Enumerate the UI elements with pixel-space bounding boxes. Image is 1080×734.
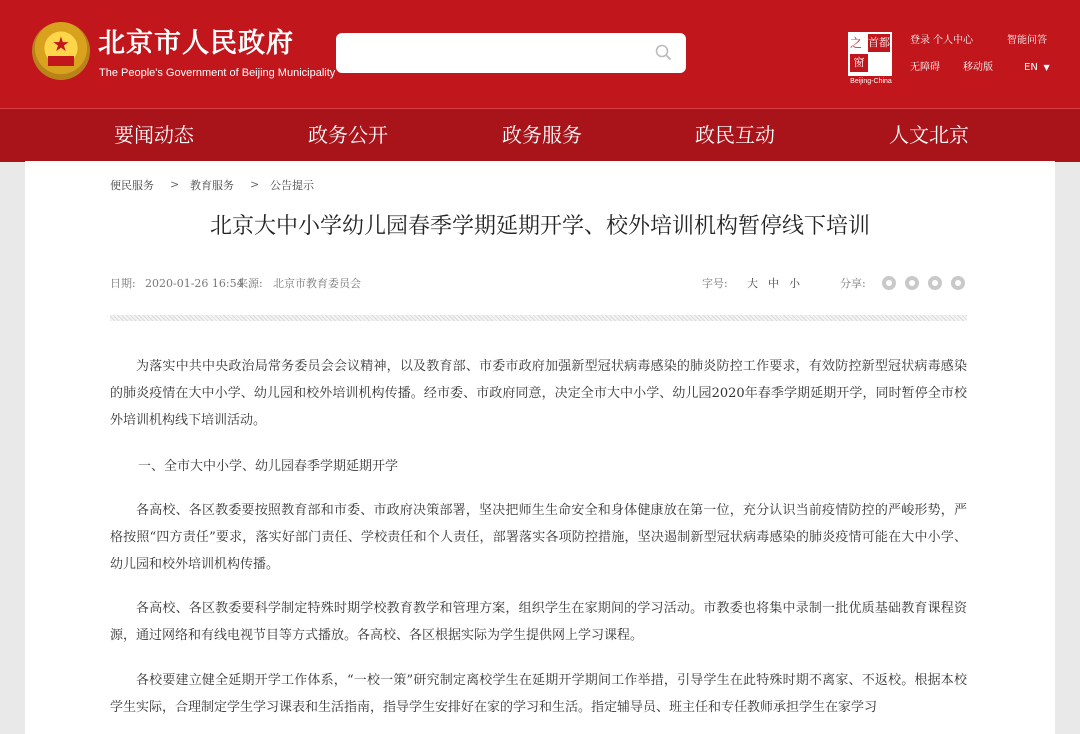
language-label: EN — [1024, 62, 1038, 73]
article-title: 北京大中小学幼儿园春季学期延期开学、校外培训机构暂停线下培训 — [209, 214, 870, 239]
date-label: 日期: — [110, 277, 136, 290]
nav-item-interaction[interactable]: 政民互动 — [695, 123, 775, 147]
wechat-icon[interactable] — [882, 276, 896, 290]
source-value: 北京市教育委员会 — [273, 277, 361, 290]
nav-item-news[interactable]: 要闻动态 — [114, 123, 194, 147]
font-size-large-button[interactable]: 大 — [747, 277, 758, 290]
nav-item-government-affairs[interactable]: 政务公开 — [308, 123, 388, 147]
weibo-icon[interactable] — [905, 276, 919, 290]
qq-icon[interactable] — [928, 276, 942, 290]
site-title[interactable]: 北京市人民政府 — [98, 28, 294, 59]
article-paragraph: 各校要建立健全延期开学工作体系，“一校一策”研究制定离校学生在延期开学期间工作举措，引导学生在此特殊时期不离家、不返校。根据本校学生实际，合理制定学生学习课表和生活指南，指导学生安排好在家的学习和生活。指定辅导员、班主任和专任教师承担学生在家学习 — [110, 673, 967, 715]
site-subtitle: The People's Government of Beijing Municipality — [99, 67, 336, 79]
personal-center-link[interactable]: 个人中心 — [933, 35, 973, 46]
language-select[interactable] — [1024, 62, 1050, 74]
search-icon[interactable] — [654, 43, 674, 63]
source-label: 来源: — [237, 277, 263, 290]
breadcrumb-item-notices[interactable]: 公告提示 — [270, 179, 314, 192]
breadcrumb-item-education[interactable]: 教育服务 — [190, 179, 234, 192]
national-emblem-icon: ★ — [32, 22, 90, 80]
chevron-down-icon: ▼ — [1041, 63, 1050, 72]
article-paragraph: 为落实中共中央政治局常务委员会会议精神，以及教育部、市委市政府加强新型冠状病毒感染的肺炎防控工作要求，有效防控新型冠状病毒感染的肺炎疫情在大中小学、幼儿园和校外培训机构传播。经市委、市政府同意，决定全市大中小学、幼儿园2020年春季学期延期开学，同时暂停全市校外培训机构线下培训活动。 — [110, 359, 967, 428]
section-heading: 一、全市大中小学、幼儿园春季学期延期开学 — [138, 459, 399, 474]
divider — [110, 315, 967, 321]
nav-item-culture-beijing[interactable]: 人文北京 — [889, 123, 969, 147]
nav-item-government-services[interactable]: 政务服务 — [502, 123, 582, 147]
search-input[interactable] — [348, 41, 642, 67]
font-size-label: 字号: — [702, 277, 728, 290]
mobile-version-link[interactable]: 移动版 — [963, 62, 993, 73]
login-link[interactable]: 登录 — [910, 35, 930, 46]
article-panel — [25, 161, 1055, 734]
qzone-icon[interactable] — [951, 276, 965, 290]
main-nav — [0, 108, 1080, 162]
font-size-medium-button[interactable]: 中 — [768, 277, 779, 290]
breadcrumb-item-services[interactable]: 便民服务 — [110, 179, 154, 192]
logo-caption: Beijing-China — [850, 78, 892, 85]
smart-qa-link[interactable]: 智能问答 — [1007, 35, 1047, 46]
publish-date: 2020-01-26 16:54 — [145, 277, 244, 290]
breadcrumb-separator: > — [170, 178, 180, 191]
site-header — [0, 0, 1080, 108]
accessibility-link[interactable]: 无障碍 — [910, 62, 940, 73]
search-box[interactable] — [336, 33, 686, 73]
breadcrumb-separator: > — [250, 178, 260, 191]
capital-window-logo[interactable]: 之 首都 窗 — [848, 32, 892, 76]
article-paragraph: 各高校、各区教委要按照教育部和市委、市政府决策部署，坚决把师生生命安全和身体健康放在第一位，充分认识当前疫情防控的严峻形势，严格按照“四方责任”要求，落实好部门责任、学校责任和个人责任，部署落实各项防控措施，坚决遏制新型冠状病毒感染的肺炎疫情可能在大中小学、幼儿园和校外培训机构传播。 — [110, 503, 967, 572]
article-paragraph: 各高校、各区教委要科学制定特殊时期学校教育教学和管理方案，组织学生在家期间的学习活动。市教委也将集中录制一批优质基础教育课程资源，通过网络和有线电视节目等方式播放。各高校、各区根据实际为学生提供网上学习课程。 — [110, 601, 967, 643]
font-size-small-button[interactable]: 小 — [789, 277, 800, 290]
share-label: 分享: — [840, 277, 866, 290]
